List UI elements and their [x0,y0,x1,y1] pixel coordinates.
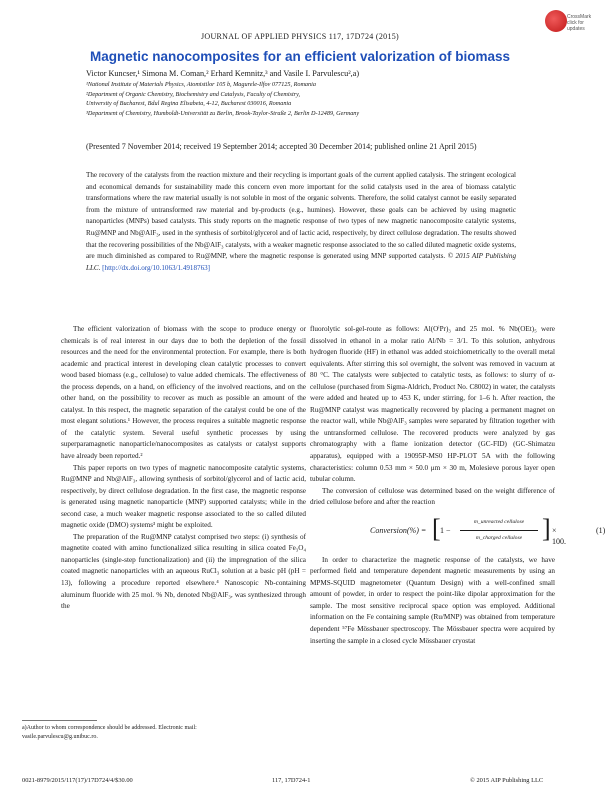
footnote: a)Author to whom correspondence should be addressed. Electronic mail: vasile.parvulescu@g.unibuc.ro. [22,725,197,740]
equation-fraction [460,517,538,545]
affiliation-line: ³Department of Chemistry, Humboldt-Universität zu Berlin, Brook-Taylor-Straße 2, Berlin D-12489, Germany [86,109,360,117]
abstract-text: The recovery of the catalysts from the reaction mixture and their recycling is important goals of the current applied catalysis. The stringent ecological and economical demands for sustainability made this concern even more important for the solid catalysts used in the area of biomass catalytic transformations where the raw material usually is not soluble in most of the organic solvents. Therefore, the solid catalyst cannot be easily separated from the mixture of untransformed raw material and by-products (e.g., humines). However, these goals can be achieved by using magnetic nanoparticles (MNPs) based catalysts. This study reports on the magnetic response of two types of new magnetic nanocomposite catalytic systems, Ru@MNP and Nb@AlF₃, used in the synthesis of sorbitol/glycerol and of lactic acid, respectively, by direct cellulose degradation. The results showed that the recovering possibilities of the Nb@AlF₃ catalysts, with a weaker magnetic response associated to the so called diluted magnetic oxide systems, are much diminished as compared to Ru@MNP, where the magnetic response is generated using MNP supported catalysts. [86,171,516,261]
bracket-right: ] [542,513,551,543]
equation-number: (1) [596,525,605,535]
received-dates: (Presented 7 November 2014; received 19 September 2014; accepted 30 December 2014; published online 21 April 2015) [86,142,477,151]
affiliation-line: ¹National Institute of Materials Physics, Atomistilor 105 b, Magurele-Ilfov 077125, Romania [86,81,316,88]
equation-times: × 100. [552,525,566,547]
equation-numerator: m_unreacted cellulose [460,517,538,532]
body-paragraph: fluorolytic sol-gel-route as follows: Al(OⁱPr)₃ and 25 mol. % Nb(OEt)₅ were dissolved in ethanol in a molar ratio Al/Nb = 3/1. To this solution, anhydrous hydrogen fluoride (HF) in ethanol was added stoichiometrically to the overall metal equivalents. After stirring this sol overnight, the solvent was removed in vacuum at 80 °C. The catalysts were subjected to catalytic tests, as follows: to slurry of α-cellulose (purchased from Sigma-Aldrich, Product No. C8002) in water, the catalysts were added and heated up to 453 K, under stirring, for 1–6 h. After reaction, the Ru@MNP catalyst was magnetically recovered by placing a permanent magnet on the reactor wall, while Nb@AlF₃ samples were separated by filtration together with the untransformed cellulose. The recovered products were analyzed by gas chromatography with a flame ionization detector (GC-FID) (GC-Shimatzu apparatus), equipped with a 19095P-MS0 HP-PLOT 5A with the following characteristics: column 0.53 mm × 50.0 μm × 30 m, Molesieve porous layer open tubular column. [310,325,555,484]
abstract [86,170,516,274]
doi-link[interactable]: [http://dx.doi.org/10.1063/1.4918763] [102,263,211,272]
author-list: Victor Kuncser,¹ Simona M. Coman,² Erhard Kemnitz,³ and Vasile I. Parvulescu²,a) [86,69,360,78]
footer-page: 117, 17D724-1 [272,777,311,784]
footer-issn: 0021-8979/2015/117(17)/17D724/4/$30.00 [22,777,133,784]
body-paragraph: The conversion of cellulose was determined based on the weight difference of dried cellulose before and after the reaction [310,486,555,507]
bracket-left: [ [432,513,441,543]
crossmark-icon [545,10,567,32]
body-paragraph: In order to characterize the magnetic response of the catalysts, we have performed field and temperature dependent magnetic measurements by using an MPMS-SQUID magnetometer (Quantum Design) with a well-confined small amount of powder, in order to respect the point-like dipolar approximation for the sample. The most sensitive reciprocal space option was employed. Additional information on the Fe containing sample (Ru/MNP) was obtained from temperature dependent ⁵⁷Fe Mössbauer spectroscopy. The Mössbauer spectra were acquired by inserting the sample in a closed cycle Mössbauer cryostat [310,555,555,645]
affiliations [86,80,526,118]
body-paragraph: This paper reports on two types of magnetic nanocomposite catalytic systems, Ru@MNP and Nb@AlF₃, allowing synthesis of sorbitol/glycerol and of lactic acid, respectively, by direct cellulose degradation. In the first case, the magnetic response is generated using magnetic nanoparticle (MNP) supported catalysts; while in the second case, a much weaker magnetic response associated to the so called diluted magnetic oxide (DMO) systems³ might be exploited. [61,463,306,530]
affiliation-line: University of Bucharest, Bdul Regina Elisabeta, 4-12, Bucharest 030016, Romania [86,100,292,108]
paper-title: Magnetic nanocomposites for an efficient valorization of biomass [89,49,511,64]
footnote-divider [22,720,97,721]
body-paragraph: The preparation of the Ru@MNP catalyst comprised two steps: (i) synthesis of magnetite coated with amino functionalized silica resulting in silica coated Fe₃O₄ nanoparticles (single-step functionalization) and (ii) the impregnation of the silica coated magnetic nanoparticles with an aqueous RuCl₃ solution at a basic pH (pH = 13), following a procedure reported elsewhere.⁴ Nanoscopic Nb-containing aluminum fluoride with 25 mol. % Nb, denoted Nb@AlF₃, was synthesized through the [61,532,306,611]
abstract-copyright: © 2015 AIP Publishing LLC. [86,252,516,272]
right-column [310,324,605,647]
affiliation-line: ²Department of Organic Chemistry, Biochemistry and Catalysis, Faculty of Chemistry, [86,90,301,98]
crossmark-label: CrossMark click for updates [567,14,592,32]
footer-copyright: © 2015 AIP Publishing LLC [470,777,544,784]
equation-conversion [310,513,605,549]
body-paragraph: The efficient valorization of biomass with the scope to produce energy or chemicals is of real interest in our days due to both the depletion of the fossil resources and the need for the environmental protection. For example, there is both academic and practical interest in developing clean catalytic processes to convert wood based biomass (e.g., cellulose) to value added chemicals. The effectiveness of the process depends, on a hand, on efficiency of the involved reactions, and on the other hand, on the possibility to recover as much as possible an amount of the catalyst. In this respect, the magnetic separation of the catalyst could be one of the most elegant solutions.¹ However, the process requires a suitable magnetic response of the catalytic system. Several useful synthetic processes by using superparamagnetic nanoparticle/nanocomposites as catalysts or catalyst supports have already been reported.² [61,325,306,461]
equation-one-minus: 1 − [440,525,451,535]
equation-denominator: m_charged cellulose [475,535,523,542]
left-column [61,324,306,613]
journal-header: JOURNAL OF APPLIED PHYSICS 117, 17D724 (2015) [200,32,400,41]
equation-lhs: Conversion(%) = [370,525,427,535]
